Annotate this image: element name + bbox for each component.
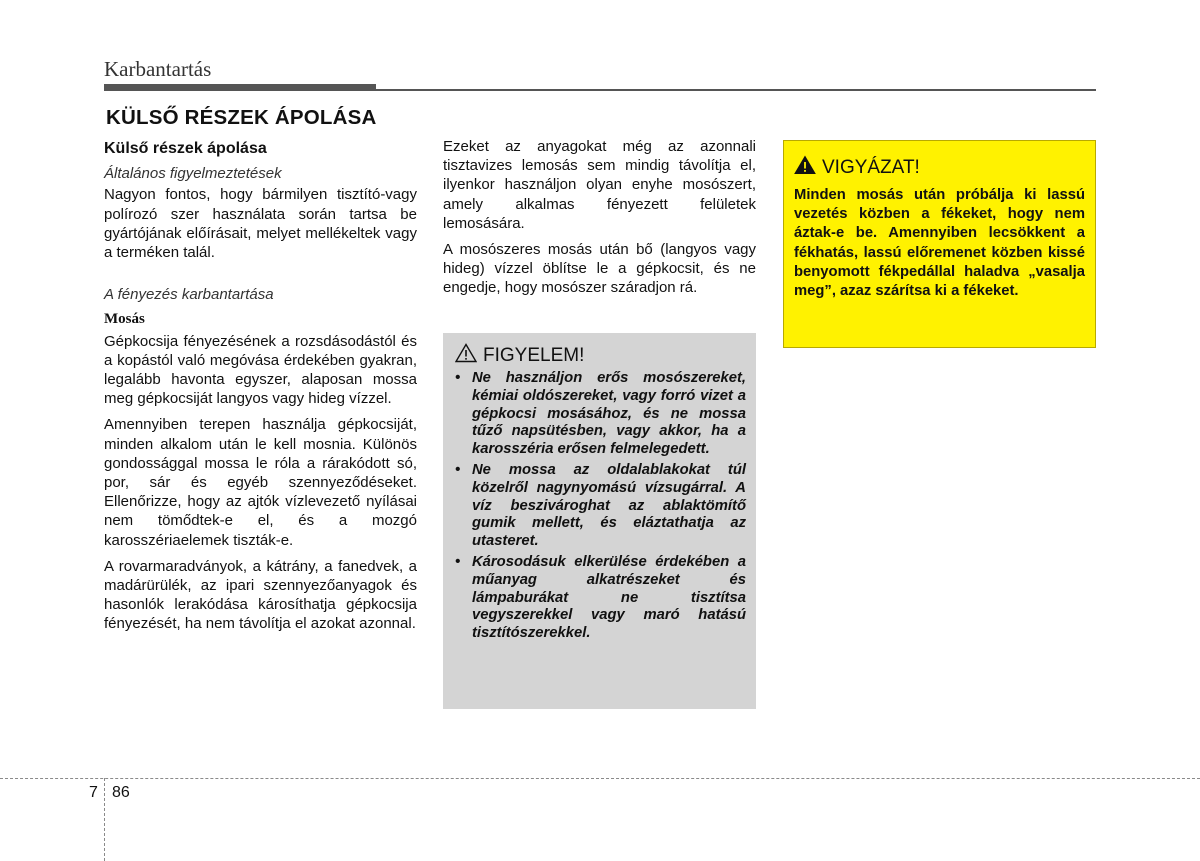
header-rule-thick bbox=[104, 84, 376, 91]
bullet: • bbox=[455, 370, 461, 386]
warning-icon bbox=[455, 343, 477, 368]
section-title: KÜLSŐ RÉSZEK ÁPOLÁSA bbox=[106, 106, 377, 129]
subheading-paint-care: A fényezés karbantartása bbox=[104, 286, 274, 304]
bullet: • bbox=[455, 461, 461, 478]
column-middle bbox=[443, 137, 756, 305]
caution-header bbox=[794, 155, 1085, 180]
list-item bbox=[455, 462, 746, 551]
paragraph: Ezeket az anyagokat még az azonnali tisztavizes lemosás sem mindig távolítja el, ilyenkor használjon olyan enyhe mosószert, amely alkalmas fényezett felületek lemosására. bbox=[443, 138, 756, 232]
page-number: 86 bbox=[112, 784, 130, 801]
bullet: • bbox=[455, 553, 461, 570]
caution-title: VIGYÁZAT! bbox=[822, 156, 920, 178]
paragraph: A mosószeres mosás után bő (langyos vagy hideg) vízzel öblítse le a gépkocsit, és ne engedje, hogy mosószer száradjon rá. bbox=[443, 241, 756, 297]
warning-list bbox=[455, 370, 746, 643]
caution-box bbox=[783, 140, 1096, 348]
list-item bbox=[455, 554, 746, 643]
header-title: Karbantartás bbox=[104, 57, 212, 81]
paragraph: Nagyon fontos, hogy bármilyen tisztító-vagy polírozó szer használata során tartsa be gyártójának előírásait, melyet mellékeltek vagy a terméken talál. bbox=[104, 186, 417, 262]
subheading-general-warnings: Általános figyelmeztetések bbox=[104, 165, 282, 183]
paragraph: Gépkocsija fényezésének a rozsdásodástól és a kopástól való megóvása érdekében gyakran, legalább havonta egyszer, alaposan mossa meg gépkocsiját langyos vagy hideg vízzel. bbox=[104, 332, 417, 408]
footer-vertical-divider bbox=[104, 778, 105, 861]
subheading-washing: Mosás bbox=[104, 311, 145, 328]
chapter-number: 7 bbox=[89, 784, 98, 801]
list-item-text: Ne mossa az oldalablakokat túl közelről nagynyomású vízsugárral. A víz beszivároghat az ablaktömítő gumik mellett, és eláztathatja az utasteret. bbox=[472, 461, 746, 550]
warning-box bbox=[443, 333, 756, 709]
list-item-text: Károsodásuk elkerülése érdekében a műanyag alkatrészeket és lámpaburákat ne tisztítsa vegyszerekkel vagy maró hatású tisztítószerekkel. bbox=[472, 553, 746, 642]
paragraph: Amennyiben terepen használja gépkocsiját, minden alkalom után le kell mosnia. Különös gondossággal mossa le róla a rárakódott só, por, sár és egyéb szennyeződéseket. Ellenőrizze, hogy az ajtók vízlevezető nyílásai nem tömődtek-e el, és a mozgó karosszériaelemek tiszták-e. bbox=[104, 416, 417, 549]
list-item-text: Ne használjon erős mosószereket, kémiai oldószereket, vagy forró vizet a gépkocsi mosásához, és ne mossa tűző napsütésben, vagy akkor, ha a karosszéria erősen felmelegedett. bbox=[472, 370, 746, 458]
header-rule-thin bbox=[376, 89, 1096, 91]
paragraph: A rovarmaradványok, a kátrány, a fanedvek, a madárürülék, az ipari szennyezőanyagok és hasonlók lerakódása károsíthatja gépkocsija fényezését, ha nem távolítja el azokat azonnal. bbox=[104, 557, 417, 633]
subsection-heading: Külső részek ápolása bbox=[104, 140, 267, 157]
warning-title: FIGYELEM! bbox=[483, 344, 585, 366]
caution-icon bbox=[794, 155, 816, 180]
footer-divider bbox=[0, 778, 1200, 779]
list-item bbox=[455, 370, 746, 459]
warning-header bbox=[455, 343, 746, 368]
column-left bbox=[104, 139, 417, 641]
caution-text: Minden mosás után próbálja ki lassú vezetés közben a fékeket, hogy nem áztak-e be. Amennyiben lecsökkent a fékhatás, lassú előremenet közben kissé benyomott fékpedállal haladva „vasalja meg”, azaz szárítsa ki a fékeket. bbox=[794, 187, 1085, 300]
